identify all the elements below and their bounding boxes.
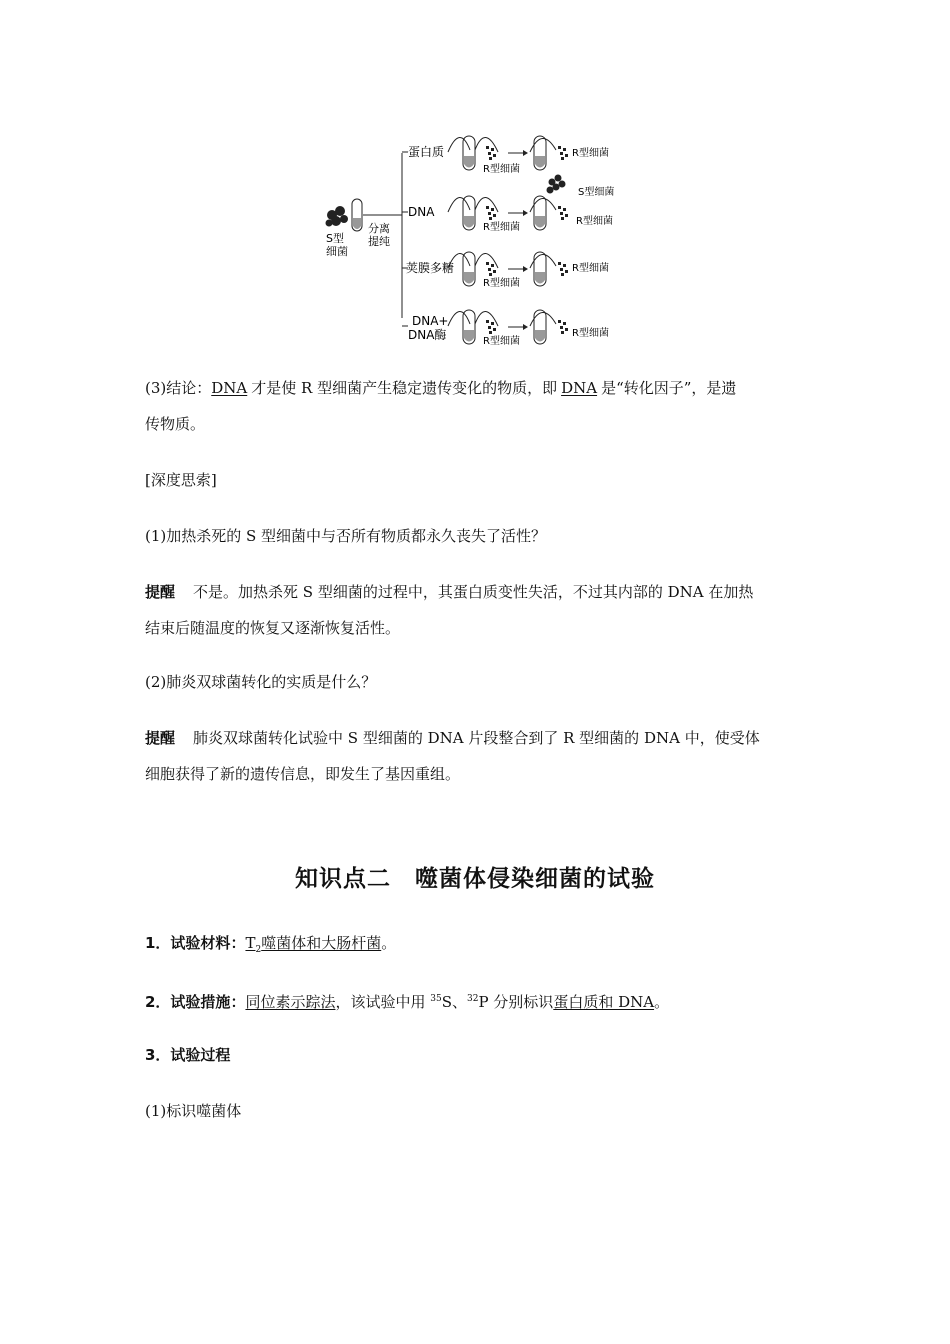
r-bacteria-result-2-1 bbox=[563, 208, 566, 211]
r-bacteria-added-4-0 bbox=[486, 320, 489, 323]
r-bacteria-added-3-2 bbox=[488, 268, 491, 271]
answer-1-line-2: 结束后随温度的恢复又逐渐恢复活性。 bbox=[145, 619, 401, 637]
r-bacteria-added-2-4 bbox=[489, 217, 492, 220]
culture-tube-1-liquid bbox=[535, 156, 545, 168]
s-bacteria-result-1 bbox=[555, 175, 562, 182]
r-bacteria-added-2-1 bbox=[491, 208, 494, 211]
arrow-head-3 bbox=[523, 266, 528, 272]
answer-1-text-1: 不是。加热杀死 S 型细菌的过程中，其蛋白质变性失活，不过其内部的 DNA 在加热 bbox=[193, 583, 754, 601]
arrow-head-2 bbox=[523, 210, 528, 216]
r-bacteria-result-2-2 bbox=[560, 212, 563, 215]
arrow-head-4 bbox=[523, 324, 528, 330]
r-bacteria-added-4-4 bbox=[489, 331, 492, 334]
item-2-target: 蛋白质和 DNA bbox=[553, 993, 655, 1011]
r-bacteria-added-4-1 bbox=[491, 322, 494, 325]
r-bacteria-result-4-1 bbox=[563, 322, 566, 325]
s-bacteria-result-4 bbox=[547, 187, 554, 194]
pipette-arc-b-1 bbox=[475, 137, 498, 152]
item-2-sup-2: 32 bbox=[466, 994, 479, 1004]
r-bacteria-result-3-3 bbox=[565, 270, 568, 273]
item-1-end: 。 bbox=[381, 934, 397, 952]
component-dnase: DNA酶 bbox=[408, 328, 447, 342]
r-bacteria-added-2-3 bbox=[493, 214, 496, 217]
item-2-method: 同位素示踪法 bbox=[245, 993, 336, 1011]
r-bacteria-result-4-0 bbox=[558, 320, 561, 323]
section-title: 知识点二 噬菌体侵染细菌的试验 bbox=[295, 866, 655, 892]
r-bacteria-added-3-1 bbox=[491, 264, 494, 267]
item-2-label: 2．试验措施： bbox=[145, 993, 246, 1011]
item-1-sub: 2 bbox=[255, 945, 262, 955]
add-label-3: R型细菌 bbox=[483, 278, 520, 289]
answer-2-text-1: 肺炎双球菌转化试验中 S 型细菌的 DNA 片段整合到了 R 型细菌的 DNA 中，使受体 bbox=[193, 729, 760, 747]
r-bacteria-added-1-2 bbox=[488, 152, 491, 155]
culture-tube-2-liquid bbox=[535, 216, 545, 228]
hint-label-2: 提醒 bbox=[145, 729, 176, 747]
r-bacteria-added-1-0 bbox=[486, 146, 489, 149]
conclusion-dna-2: DNA bbox=[561, 379, 598, 397]
item-2 bbox=[145, 989, 669, 1012]
separation-tube-icon bbox=[352, 199, 362, 231]
add-tube-1-liquid bbox=[464, 156, 474, 168]
result-label-4: R型细菌 bbox=[572, 328, 609, 339]
conclusion-dna-1: DNA bbox=[211, 379, 248, 397]
r-bacteria-result-2-4 bbox=[561, 217, 564, 220]
add-label-1: R型细菌 bbox=[483, 164, 520, 175]
r-bacteria-added-1-4 bbox=[489, 157, 492, 160]
item-1-label: 1．试验材料： bbox=[145, 934, 246, 952]
result-label-2b: R型细菌 bbox=[576, 216, 613, 227]
r-bacteria-result-1-0 bbox=[558, 146, 561, 149]
component-protein: 蛋白质 bbox=[408, 145, 445, 159]
r-bacteria-added-4-3 bbox=[493, 328, 496, 331]
separate-label-2: 提纯 bbox=[368, 235, 390, 248]
r-bacteria-added-2-2 bbox=[488, 212, 491, 215]
add-tube-4-liquid bbox=[464, 330, 474, 342]
source-label-1: S型 bbox=[326, 232, 344, 245]
separate-label-1: 分离 bbox=[368, 222, 390, 235]
sub-item-1: (1)标识噬菌体 bbox=[145, 1102, 242, 1120]
r-bacteria-added-3-3 bbox=[493, 270, 496, 273]
component-dna-plus: DNA+ bbox=[412, 314, 449, 328]
conclusion-tail: 是“转化因子”，是遗 bbox=[601, 379, 737, 397]
result-label-3: R型细菌 bbox=[572, 263, 609, 274]
r-bacteria-result-1-1 bbox=[563, 148, 566, 151]
s-bacteria-cluster-icon bbox=[326, 206, 349, 227]
transformation-experiment-diagram bbox=[320, 120, 640, 350]
item-2-s: S、 bbox=[441, 993, 467, 1011]
item-1-text: 噬菌体和大肠杆菌 bbox=[261, 934, 382, 952]
r-bacteria-result-2-3 bbox=[565, 214, 568, 217]
r-bacteria-result-1-3 bbox=[565, 154, 568, 157]
add-tube-3-liquid bbox=[464, 272, 474, 284]
hint-label-1: 提醒 bbox=[145, 583, 176, 601]
result-label-2a: S型细菌 bbox=[578, 187, 615, 198]
r-bacteria-added-2-0 bbox=[486, 206, 489, 209]
item-2-sup-1: 35 bbox=[430, 994, 442, 1004]
r-bacteria-added-3-0 bbox=[486, 262, 489, 265]
component-dna: DNA bbox=[408, 205, 435, 219]
r-bacteria-result-4-3 bbox=[565, 328, 568, 331]
r-bacteria-result-4-2 bbox=[560, 326, 563, 329]
r-bacteria-added-3-4 bbox=[489, 273, 492, 276]
r-bacteria-result-3-4 bbox=[561, 273, 564, 276]
culture-tube-3-liquid bbox=[535, 272, 545, 284]
r-bacteria-result-3-0 bbox=[558, 262, 561, 265]
item-2-end: 。 bbox=[654, 993, 670, 1011]
pipette-arc-a-2 bbox=[448, 197, 470, 212]
answer-2-line-1 bbox=[145, 728, 760, 748]
add-label-4: R型细菌 bbox=[483, 336, 520, 347]
conclusion-line-2: 传物质。 bbox=[145, 415, 206, 433]
conclusion-mid: 才是使 R 型细菌产生稳定遗传变化的物质，即 bbox=[251, 379, 558, 397]
pipette-arc-b-3 bbox=[475, 253, 498, 268]
culture-tube-4-liquid bbox=[535, 330, 545, 342]
item-1-value bbox=[245, 934, 382, 955]
r-bacteria-result-1-4 bbox=[561, 157, 564, 160]
conclusion-prefix: (3)结论： bbox=[145, 379, 212, 397]
pipette-arc-b-2 bbox=[475, 197, 498, 212]
r-bacteria-added-1-3 bbox=[493, 154, 496, 157]
component-polysaccharide: 荚膜多糖 bbox=[406, 261, 455, 275]
item-2-p: P 分别标识 bbox=[478, 993, 554, 1011]
r-bacteria-added-1-1 bbox=[491, 148, 494, 151]
item-3: 3．试验过程 bbox=[145, 1046, 231, 1064]
pipette-arc-a-1 bbox=[448, 137, 470, 152]
conclusion-line-1 bbox=[145, 378, 736, 398]
answer-2-line-2: 细胞获得了新的遗传信息，即发生了基因重组。 bbox=[145, 765, 461, 783]
deep-thinking-heading: [深度思索] bbox=[145, 471, 217, 489]
add-tube-2-liquid bbox=[464, 216, 474, 228]
r-bacteria-added-4-2 bbox=[488, 326, 491, 329]
question-1: (1)加热杀死的 S 型细菌中与否所有物质都永久丧失了活性？ bbox=[145, 527, 547, 545]
result-label-1: R型细菌 bbox=[572, 148, 609, 159]
question-2: (2)肺炎双球菌转化的实质是什么？ bbox=[145, 673, 377, 691]
answer-1-line-1 bbox=[145, 582, 753, 602]
r-bacteria-result-3-2 bbox=[560, 268, 563, 271]
arrow-head-1 bbox=[523, 150, 528, 156]
r-bacteria-result-4-4 bbox=[561, 331, 564, 334]
pipette-arc-b-4 bbox=[475, 311, 498, 326]
item-2-mid: ，该试验中用 bbox=[335, 993, 431, 1011]
source-label-2: 细菌 bbox=[326, 245, 348, 258]
add-label-2: R型细菌 bbox=[483, 222, 520, 233]
r-bacteria-result-2-0 bbox=[558, 206, 561, 209]
r-bacteria-result-1-2 bbox=[560, 152, 563, 155]
item-1 bbox=[145, 933, 396, 960]
item-1-t: T bbox=[245, 934, 256, 952]
pipette-arc-a-4 bbox=[448, 311, 470, 326]
s-bacteria-result-2 bbox=[553, 184, 560, 191]
r-bacteria-result-3-1 bbox=[563, 264, 566, 267]
s-bacteria-result-3 bbox=[559, 181, 566, 188]
